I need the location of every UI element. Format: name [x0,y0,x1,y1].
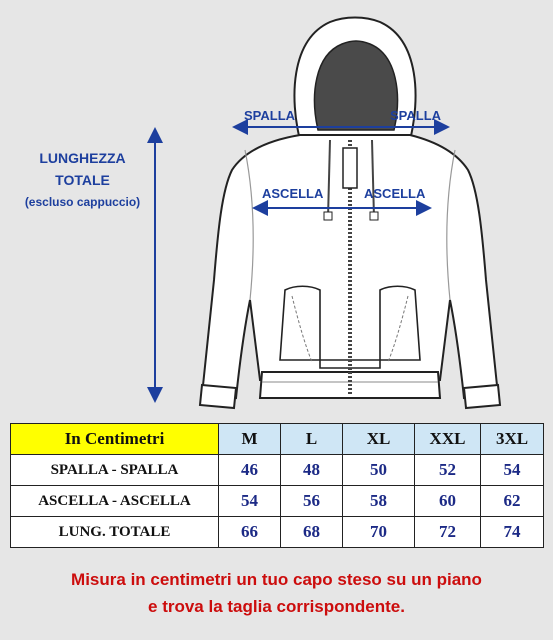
table-cell: 58 [343,486,415,517]
size-header-m: M [219,424,281,455]
table-cell: 70 [343,517,415,548]
shoulder-label-right: SPALLA [390,108,442,123]
size-header-xxl: XXL [415,424,481,455]
size-header-3xl: 3XL [481,424,544,455]
row-label-length: LUNG. TOTALE [11,517,219,548]
table-cell: 66 [219,517,281,548]
table-cell: 56 [281,486,343,517]
table-cell: 50 [343,455,415,486]
measure-note-line2: e trova la taglia corrispondente. [148,597,405,616]
table-row [11,486,544,517]
size-header-row [11,424,544,455]
table-cell: 60 [415,486,481,517]
length-label-line2: TOTALE [55,172,110,188]
table-row [11,455,544,486]
table-cell: 68 [281,517,343,548]
row-label-shoulder: SPALLA - SPALLA [11,455,219,486]
table-cell: 54 [481,455,544,486]
table-cell: 52 [415,455,481,486]
measure-note-line1: Misura in centimetri un tuo capo steso su un piano [71,570,482,589]
table-cell: 54 [219,486,281,517]
left-cuff [200,385,236,408]
size-table [10,423,544,548]
zipper-pull [343,148,357,188]
table-cell: 62 [481,486,544,517]
table-cell: 72 [415,517,481,548]
row-label-armpit: ASCELLA - ASCELLA [11,486,219,517]
length-label-line3: (escluso cappuccio) [24,195,141,209]
table-cell: 48 [281,455,343,486]
shoulder-label-left: SPALLA [244,108,296,123]
table-cell: 74 [481,517,544,548]
armpit-label-right: ASCELLA [364,186,426,201]
length-label-line1: LUNGHEZZA [39,150,126,166]
size-header-xl: XL [343,424,415,455]
armpit-label-left: ASCELLA [262,186,324,201]
right-cuff [464,385,500,408]
size-header-l: L [281,424,343,455]
table-row [11,517,544,548]
table-cell: 46 [219,455,281,486]
unit-header: In Centimetri [11,424,219,455]
hood-inner [315,41,398,130]
